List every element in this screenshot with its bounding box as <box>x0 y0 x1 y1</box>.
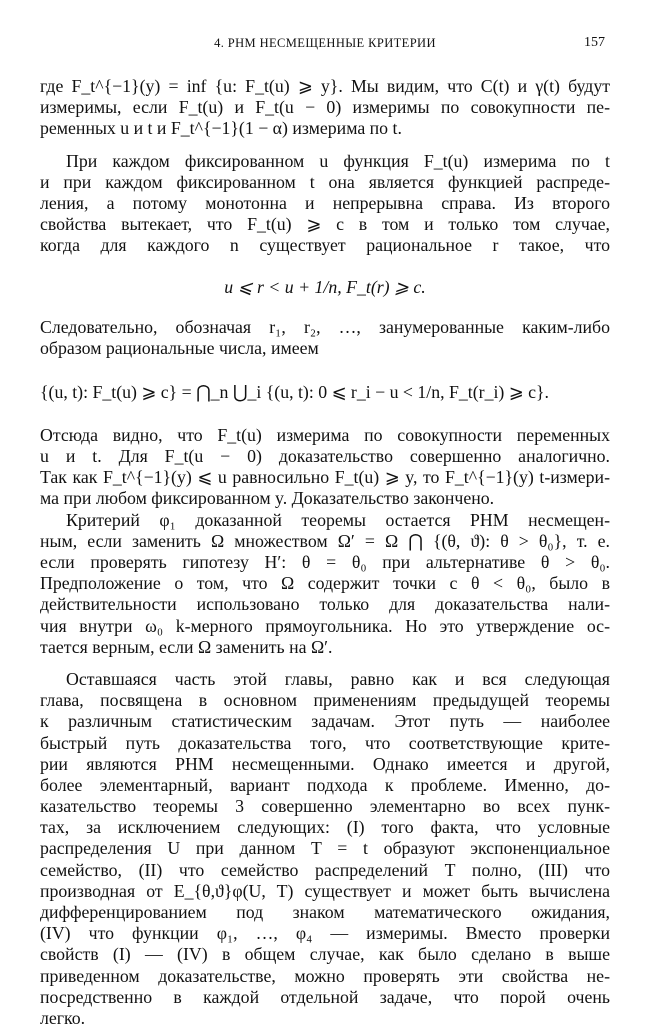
page-number: 157 <box>584 35 605 50</box>
text-line: к различным статистическим задачам. Этот путь — наиболее <box>40 711 610 732</box>
page-header <box>40 36 610 56</box>
text-line: и при каждом фиксированном t она является функцией распреде- <box>40 171 610 192</box>
text-line: быстрый путь доказательства того, что соответствующие крите- <box>40 732 610 753</box>
text-line: (IV) что функции φ₁, …, φ₄ — измеримы. Вместо проверки <box>40 923 610 944</box>
text-line: свойства вытекает, что F_t(u) ⩾ c в том и только том случае, <box>40 214 610 235</box>
text-line: измеримы, если F_t(u) и F_t(u − 0) измеримы по совокупности пе- <box>40 97 610 118</box>
text-line: u и t. Для F_t(u − 0) доказательство совершенно аналогично. <box>40 446 610 467</box>
text-line: свойств (I) — (IV) в общем случае, как было сделано в выше <box>40 944 610 965</box>
text-line: тается верным, если Ω заменить на Ω′. <box>40 636 333 657</box>
text-line: образом рациональные числа, имеем <box>40 337 319 358</box>
text-line: рии являются РНМ несмещенными. Однако имеется и другой, <box>40 753 610 774</box>
text-line: ма при любом фиксированном y. Доказательство закончено. <box>40 488 495 509</box>
text-line: семейство, (II) что семейство распределений T полно, (III) что <box>40 859 610 880</box>
display-formula: u ⩽ r < u + 1/n, F_t(r) ⩾ c. <box>224 276 426 297</box>
display-formula-set: {(u, t): F_t(u) ⩾ c} = ⋂_n ⋃_i {(u, t): 0 ⩽ r_i − u < 1/n, F_t(r_i) ⩾ c}. <box>40 381 549 402</box>
text-line: Предположение о том, что Ω содержит точки с θ < θ₀, было в <box>40 573 610 594</box>
text-line: распределения U при данном T = t образуют экспоненциальное <box>40 838 610 859</box>
text-line: казательство теоремы 3 совершенно элементарно во всех пунк- <box>40 796 610 817</box>
text-line: дифференцированием под знаком математического ожидания, <box>40 902 610 922</box>
text-line: более элементарный, вариант подхода к проблеме. Именно, до- <box>40 774 610 795</box>
text-line: Следовательно, обозначая r₁, r₂, …, занумерованные каким-либо <box>40 316 610 337</box>
running-head: 4. РНМ НЕСМЕЩЕННЫЕ КРИТЕРИИ <box>214 36 436 50</box>
text-line: ления, а потому монотонна и непрерывна справа. Из второго <box>40 192 610 213</box>
text-line: ным, если заменить Ω множеством Ω′ = Ω ⋂ {(θ, ϑ): θ > θ₀}, т. е. <box>40 530 610 551</box>
text-line: Так как F_t^{−1}(y) ⩽ u равносильно F_t(u) ⩾ y, то F_t^{−1}(y) t-измери- <box>40 467 610 488</box>
page-body <box>40 76 610 1029</box>
paragraph-start-line: При каждом фиксированном u функция F_t(u) измерима по t <box>66 150 610 171</box>
paragraph-start-line: Оставшаяся часть этой главы, равно как и вся следующая <box>66 668 610 689</box>
text-line: когда для каждого n существует рациональное r такое, что <box>40 235 610 256</box>
text-line: приведенном доказательстве, можно проверять эти свойства не- <box>40 965 610 986</box>
text-line: чия внутри ω₀ k-мерного прямоугольника. Но это утверждение ос- <box>40 615 610 636</box>
text-line: легко. <box>40 1007 86 1028</box>
text-line: действительности использовано только для доказательства нали- <box>40 594 610 615</box>
text-line: посредственно в каждой отдельной задаче, что порой очень <box>40 986 610 1007</box>
text-line: ременных u и t и F_t^{−1}(1 − α) измерима по t. <box>40 118 402 139</box>
paragraph-start-line: Критерий φ₁ доказанной теоремы остается РНМ несмещен- <box>66 509 610 530</box>
text-line: если проверять гипотезу H′: θ = θ₀ при альтернативе θ > θ₀. <box>40 552 610 572</box>
text-line: производная от E_{θ,ϑ}φ(U, T) существует и может быть вычислена <box>40 880 610 901</box>
text-line: где F_t^{−1}(y) = inf {u: F_t(u) ⩾ y}. Мы видим, что C(t) и γ(t) будут <box>40 76 610 96</box>
text-line: Отсюда видно, что F_t(u) измерима по совокупности переменных <box>40 424 610 445</box>
text-line: глава, посвящена в основном применениям предыдущей теоремы <box>40 690 610 711</box>
text-line: тах, за исключением следующих: (I) того факта, что условные <box>40 817 610 838</box>
